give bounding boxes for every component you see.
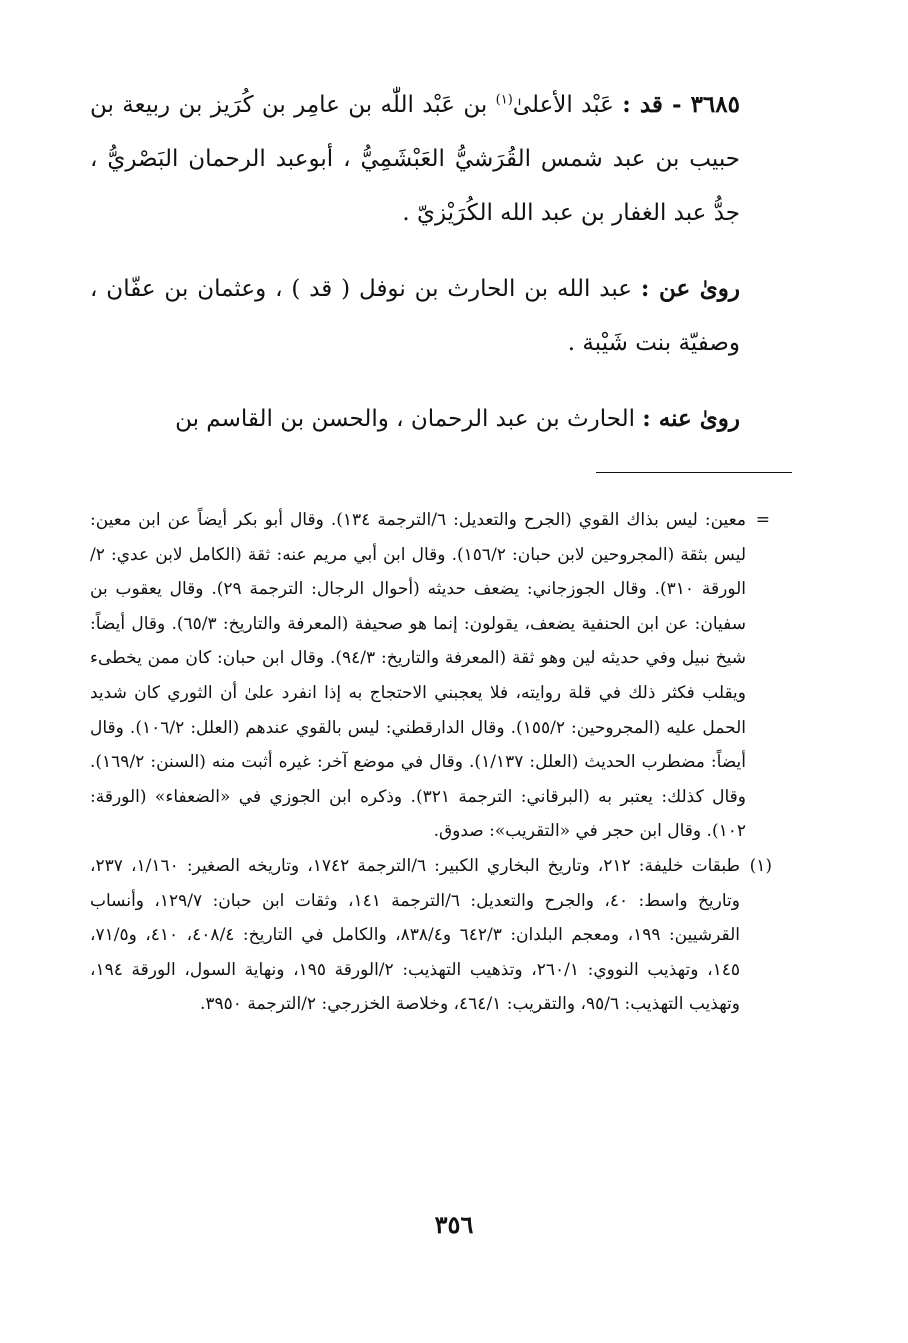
entry-lineage: بن عَبْد اللّٰه بن عامِر بن كُرَيز بن ربيعة بن حبيب بن عبد شمس القُرَشيُّ العَبْشَمِيُّ ، أبوعبد الرحمان البَصْريُّ ، جدُّ عبد الغفار بن عبد الله الكُرَيْزيّ . (90, 92, 740, 226)
footnote-ref-1[interactable]: (١) (495, 92, 513, 108)
footnote-1-text: طبقات خليفة: ٢١٢، وتاريخ البخاري الكبير: ٦/الترجمة ١٧٤٢، وتاريخه الصغير: ١/١٦٠، ٢٣٧، وتاريخ واسط: ٤٠، والجرح والتعديل: ٦/الترجمة ١٤١، وثقات ابن حبان: ١٢٩/٧، وأنساب القرشيين: ١٩٩، ومعجم البلدان: ٦٤٢/٣ و٨٣٨/٤، والكامل في التاريخ: ٤٠٨/٤، ٤١٠، و٧١/٥، ١٤٥، وتهذيب النووي: ٢٦٠/١، وتذهيب التهذيب: ٢/الورقة ١٩٥، ونهاية السول، الورقة ١٩٤، وتهذيب التهذيب: ٩٥/٦، والتقريب: ٤٦٤/١، وخلاصة الخزرجي: ٢/الترجمة ٣٩٥٠. (90, 855, 741, 1015)
narrated-by-label: روىٰ عنه : (642, 405, 740, 432)
page-number: ٣٥٦ (434, 1210, 474, 1239)
footnote-1 (90, 849, 770, 1022)
continuation-text: معين: ليس بذاك القوي (الجرح والتعديل: ٦/الترجمة ١٣٤). وقال أبو بكر أيضاً عن ابن معين: ليس بثقة (المجروحين لابن حبان: ١٥٦/٢). وقال ابن أبي مريم عنه: ثقة (الكامل لابن عدي: ٢/الورقة ٣١٠). وقال الجوزجاني: يضعف حديثه (أحوال الرجال: الترجمة ٢٩). وقال يعقوب بن سفيان: عن ابن الحنفية يضعف، يقولون: إنما هو صحيفة (المعرفة والتاريخ: ٦٥/٣). وقال أيضاً: شيخ نبيل وفي حديثه لين وهو ثقة (المعرفة والتاريخ: ٩٤/٣). وقال ابن حبان: كان ممن يخطىء ويقلب فكثر ذلك في قلة روايته، فلا يعجبني الاحتجاج به إذا انفرد علىٰ أن الثوري كان شديد الحمل عليه (المجروحين: ١٥٥/٢). وقال الدارقطني: ليس بالقوي عندهم (العلل: ١٠٦/٢). وقال أيضاً: مضطرب الحديث (العلل: ١/١٣٧). وقال في موضع آخر: غيره أثبت منه (السنن: ١٦٩/٢). وقال كذلك: يعتبر به (البرقاني: الترجمة ٣٢١). وذكره ابن الجوزي في «الضعفاء» (الورقة: ١٠٢). وقال ابن حجر في «التقريب»: صدوق. (90, 510, 747, 842)
footnote-continuation (90, 503, 770, 849)
narrated-from-label: روىٰ عن : (640, 275, 741, 302)
main-text (90, 78, 740, 446)
narrated-from-paragraph (90, 262, 740, 370)
entry-code: قد : (622, 91, 663, 118)
narrated-by-text: الحارث بن عبد الرحمان ، والحسن بن القاسم بن (175, 406, 635, 432)
footnote-separator (596, 472, 792, 473)
entry-number: ٣٦٨٥ (690, 91, 740, 118)
entry-header-paragraph: ٣٦٨٥ - قد : عَبْد الأعلىٰ$^{(١)}$ بن عَبْد اللّٰه بن عامِر بن كُرَيز بن ربيعة بن حبيب بن عبد شمس القُرَشيُّ العَبْشَمِيُّ ، أبوعبد الرحمان البَصْريُّ ، جدُّ عبد الغفار بن عبد الله الكُرَيْزيّ . (90, 91, 740, 226)
narrated-from-text: عبد الله بن الحارث بن نوفل ( قد ) ، وعثمان بن عفّان ، وصفيّة بنت شَيْبة . (90, 276, 740, 356)
footnotes-section (90, 503, 770, 1022)
continuation-marker: = (755, 510, 770, 530)
narrated-by-paragraph (90, 392, 740, 446)
footnote-1-number: (١) (749, 855, 772, 876)
entry-name: عَبْد الأعلىٰ (512, 92, 614, 118)
